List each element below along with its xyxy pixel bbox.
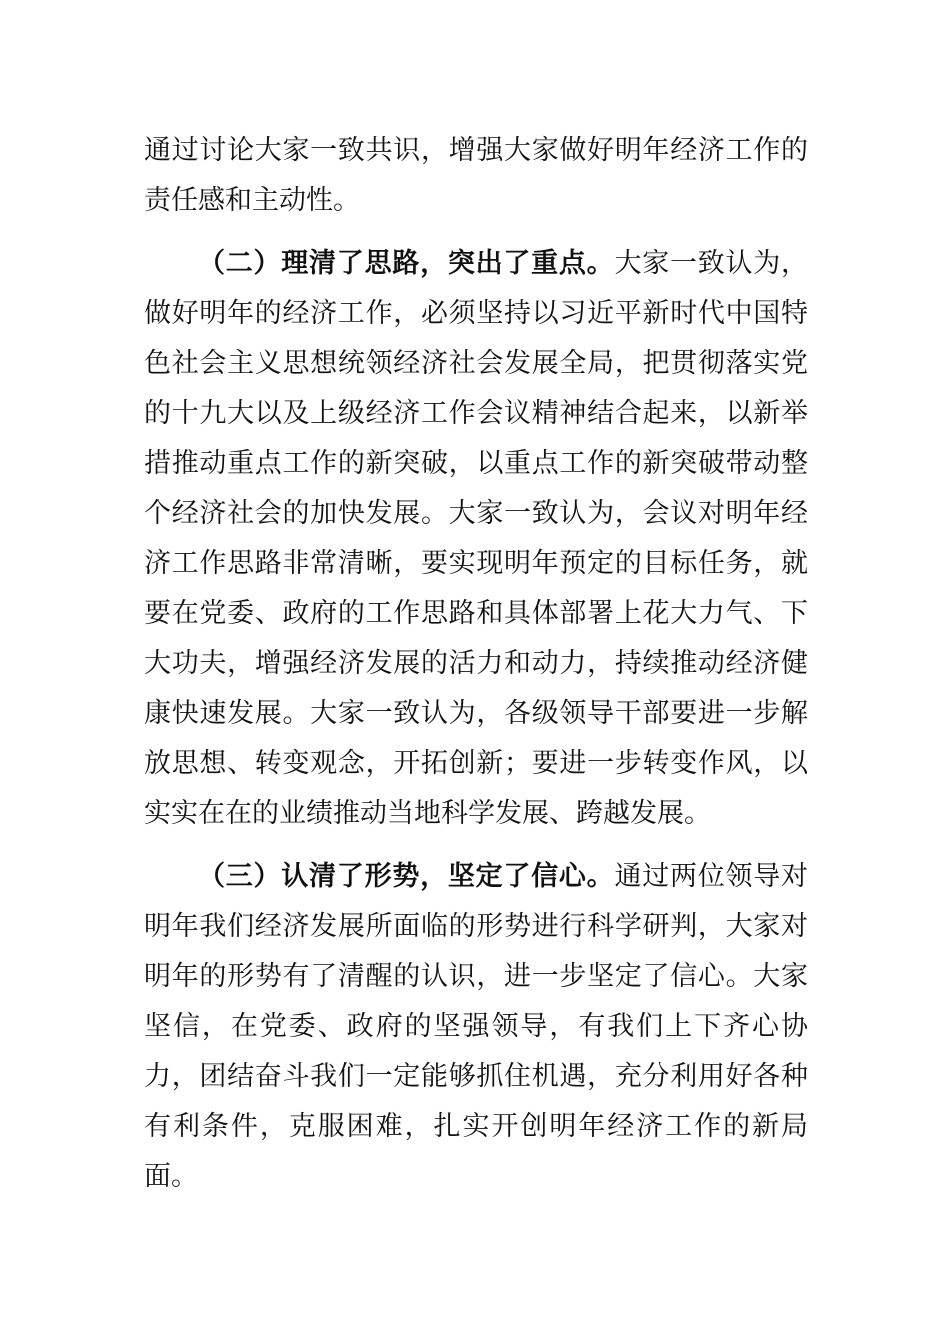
- document-body: [144, 126, 808, 1202]
- paragraph-continuation: [144, 126, 808, 226]
- paragraph-section-3: [144, 852, 808, 1202]
- section-heading: （三）认清了形势，坚定了信心。: [198, 861, 615, 892]
- paragraph-section-2: [144, 239, 808, 839]
- paragraph-body: 大家一致认为，做好明年的经济工作，必须坚持以习近平新时代中国特色社会主义思想统领经济社会发展全局，把贯彻落实党的十九大以及上级经济工作会议精神结合起来，以新举措推动重点工作的新突破，以重点工作的新突破带动整个经济社会的加快发展。大家一致认为，会议对明年经济工作思路非常清晰，要实现明年预定的目标任务，就要在党委、政府的工作思路和具体部署上花大力气、下大功夫，增强经济发展的活力和动力，持续推动经济健康快速发展。大家一致认为，各级领导干部要进一步解放思想、转变观念，开拓创新；要进一步转变作风，以实实在在的业绩推动当地科学发展、跨越发展。: [144, 248, 809, 829]
- paragraph-body: 通过讨论大家一致共识，增强大家做好明年经济工作的责任感和主动性。: [144, 135, 808, 216]
- paragraph-body: 通过两位领导对明年我们经济发展所面临的形势进行科学研判，大家对明年的形势有了清醒的认识，进一步坚定了信心。大家坚信，在党委、政府的坚强领导，有我们上下齐心协力，团结奋斗我们一定能够抓住机遇，充分利用好各种有利条件，克服困难，扎实开创明年经济工作的新局面。: [144, 861, 809, 1192]
- section-heading: （二）理清了思路，突出了重点。: [198, 248, 615, 279]
